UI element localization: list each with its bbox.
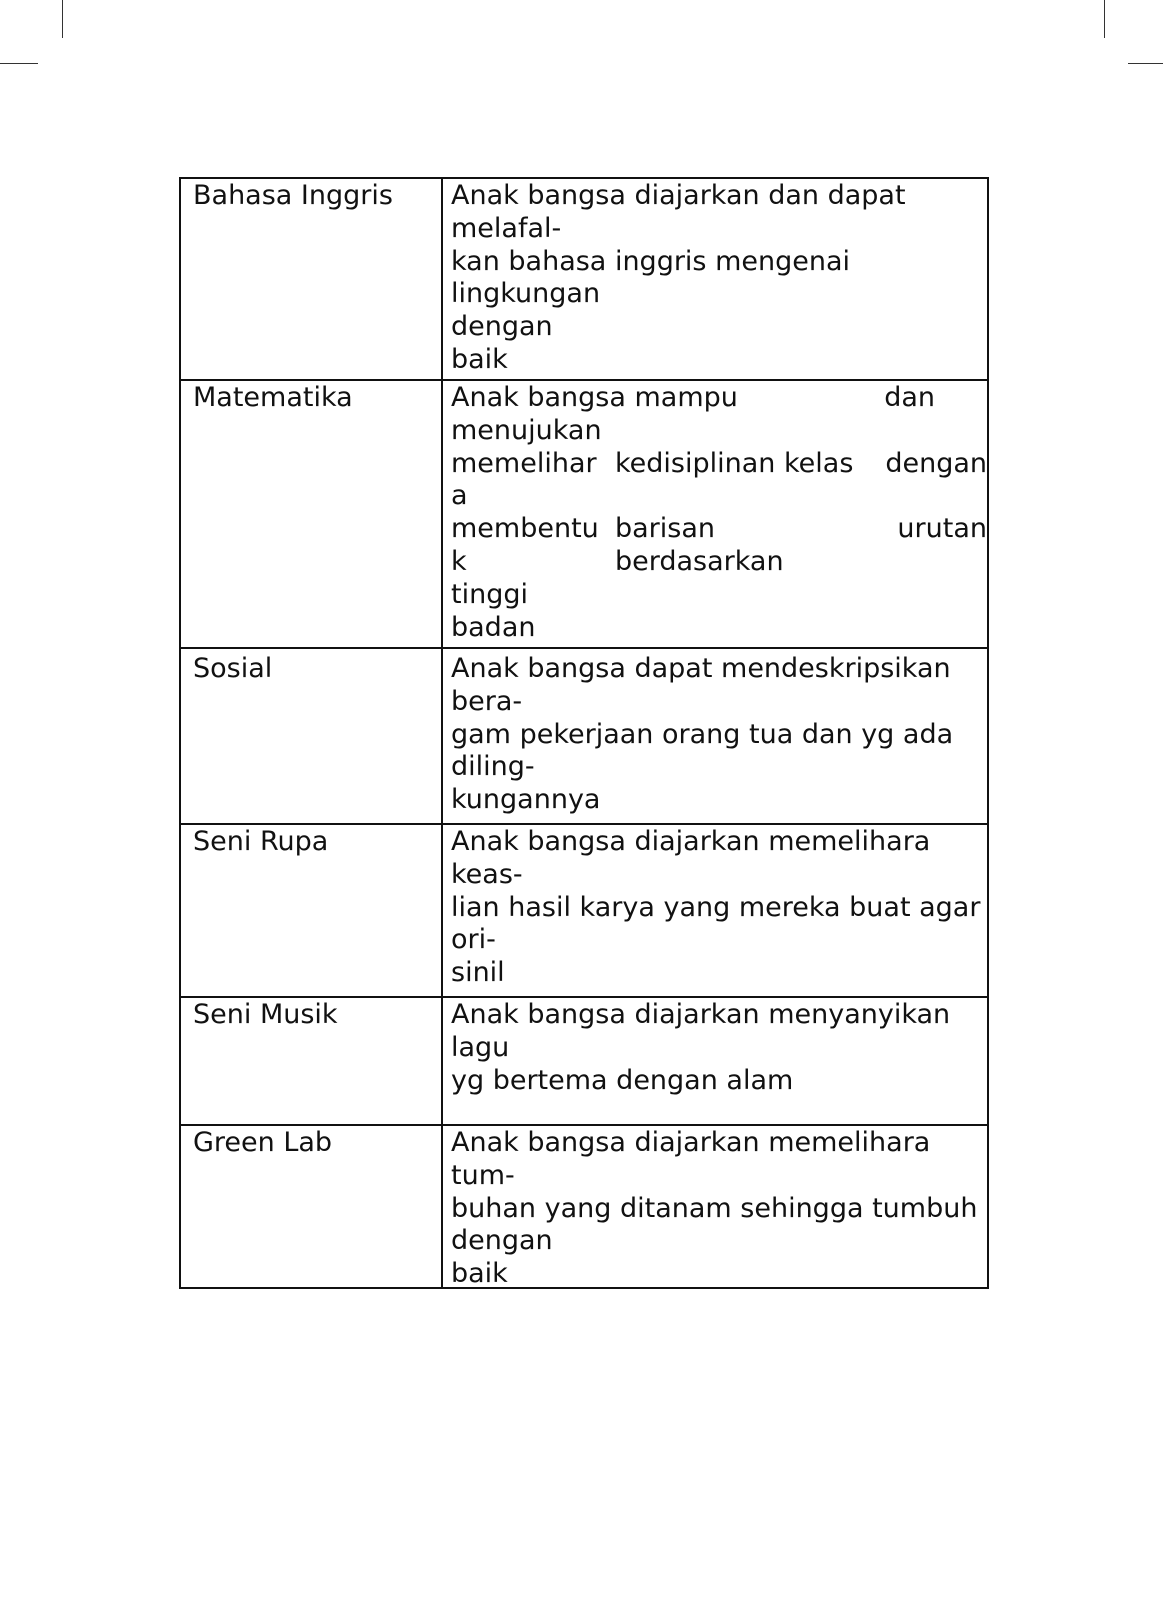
table-row (181, 823, 987, 996)
description-line: Anak bangsa diajarkan menyanyikan (451, 999, 951, 1030)
description-line: tum- (451, 1159, 515, 1191)
description-line: ori- (451, 924, 496, 956)
description-word (884, 611, 987, 644)
subject-cell (181, 381, 443, 647)
description-word: tinggi (451, 578, 528, 610)
description-word (615, 578, 884, 611)
description-word (615, 381, 884, 414)
description-line: buhan yang ditanam sehingga tumbuh (451, 1192, 978, 1224)
description-word: k (451, 545, 467, 577)
subject-label: Green Lab (193, 1127, 333, 1158)
description-cell (443, 825, 987, 996)
subject-label: Seni Musik (193, 999, 338, 1030)
description-line: gam pekerjaan orang tua dan yg ada (451, 718, 954, 750)
description-word: dan (884, 382, 935, 413)
subject-label: Matematika (193, 382, 353, 413)
description-word: menujukan (451, 414, 602, 446)
justified-description (451, 381, 987, 643)
description-line: baik (451, 343, 508, 375)
table-row (181, 996, 987, 1124)
description-line: diling- (451, 751, 535, 783)
description-line: melafal- (451, 212, 562, 244)
description-word: Anak bangsa mampu (451, 382, 738, 413)
description-word (615, 611, 884, 644)
description-word: membentu (451, 513, 599, 545)
description-cell (443, 179, 987, 379)
description-line: lian hasil karya yang mereka buat agar (451, 891, 981, 923)
crop-mark-left (0, 63, 38, 64)
description-line: baik (451, 1258, 508, 1290)
description-word (884, 479, 987, 512)
subject-cell (181, 179, 443, 379)
description-word: memelihar (451, 447, 597, 479)
subject-label: Bahasa Inggris (193, 180, 393, 211)
crop-mark-top-right (1104, 0, 1105, 38)
table-row (181, 647, 987, 823)
subject-cell (181, 825, 443, 996)
description-line: lingkungan (451, 278, 601, 310)
description-cell (443, 1126, 987, 1290)
description-word (884, 414, 987, 447)
description-line: dengan (451, 311, 553, 343)
description-line: sinil (451, 957, 505, 989)
description-word: dengan (885, 447, 987, 479)
description-word: kedisiplinan kelas (615, 447, 854, 479)
crop-mark-top-left (62, 0, 63, 38)
description-line: kan bahasa inggris mengenai (451, 245, 851, 277)
description-line: yg bertema dengan alam (451, 1064, 794, 1096)
description-line: kungannya (451, 784, 601, 816)
description-line: dengan (451, 1225, 553, 1257)
description-word (884, 578, 987, 611)
description-cell (443, 649, 987, 823)
description-word (884, 545, 987, 578)
description-word: badan (451, 611, 536, 643)
table-row (181, 179, 987, 379)
description-line: Anak bangsa diajarkan dan dapat (451, 180, 906, 211)
description-cell (443, 998, 987, 1124)
table-row (181, 1124, 987, 1290)
description-word: berdasarkan (615, 545, 784, 577)
description-word: a (451, 480, 468, 512)
description-cell (443, 381, 987, 647)
description-word: barisan (615, 513, 716, 545)
subject-cell (181, 649, 443, 823)
subject-cell (181, 1126, 443, 1287)
description-line: Anak bangsa dapat mendeskripsikan (451, 653, 951, 684)
description-word (615, 414, 884, 447)
description-word (615, 479, 884, 512)
subject-label: Seni Rupa (193, 826, 329, 857)
description-word: urutan (897, 513, 987, 545)
description-line: lagu (451, 1031, 510, 1063)
description-line: Anak bangsa diajarkan memelihara (451, 826, 931, 857)
subject-table (179, 177, 989, 1289)
description-line: Anak bangsa diajarkan memelihara (451, 1127, 931, 1158)
subject-cell (181, 998, 443, 1124)
crop-mark-right (1128, 63, 1163, 64)
description-line: bera- (451, 685, 523, 717)
description-line: keas- (451, 858, 523, 890)
table-row (181, 379, 987, 647)
subject-label: Sosial (193, 653, 273, 684)
